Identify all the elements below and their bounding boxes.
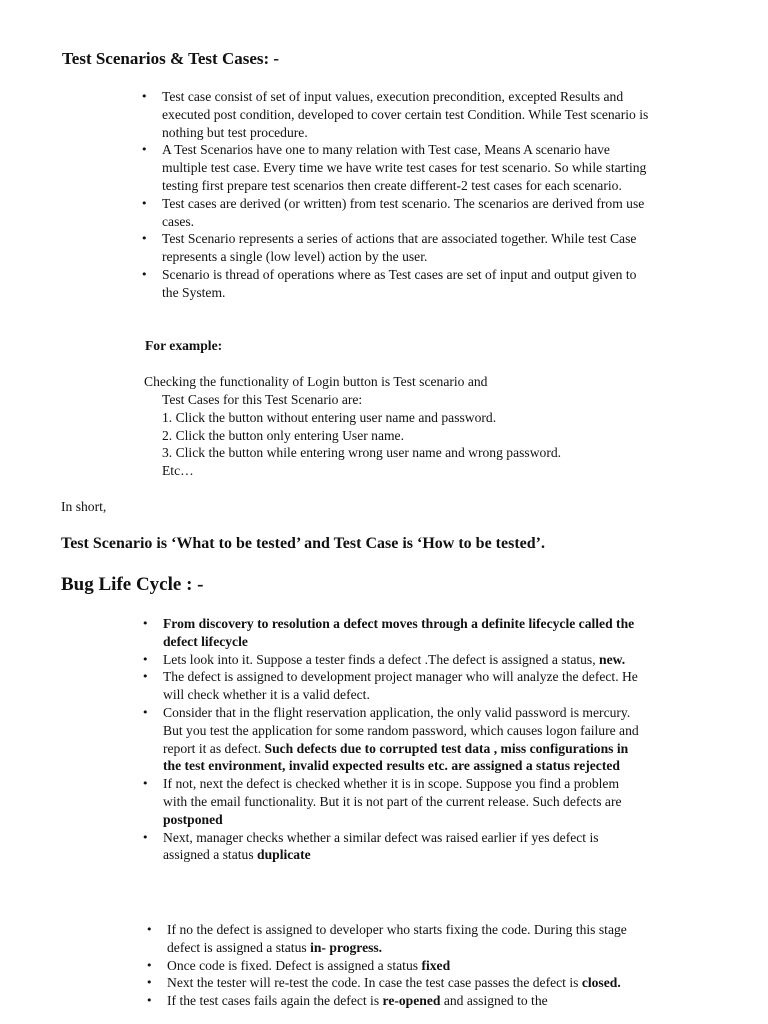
example-lines [162, 391, 722, 480]
section-heading-bug-life-cycle: Bug Life Cycle : - [61, 574, 204, 595]
list-item: • Test cases are derived (or written) from test scenario. The scenarios are derived from use cases. [162, 195, 656, 231]
list-item: • If the test cases fails again the defect is re-opened and assigned to the [167, 992, 645, 1010]
list-item: • Test Scenario represents a series of actions that are associated together. While test Case represents a single (low level) action by the user. [162, 230, 656, 266]
list-item: • Once code is fixed. Defect is assigned a status fixed [167, 957, 645, 975]
list-item: • Lets look into it. Suppose a tester finds a defect .The defect is assigned a status, new. [163, 651, 645, 669]
list-item: • The defect is assigned to development project manager who will analyze the defect. He will check whether it is a valid defect. [163, 668, 645, 704]
example-line: 3. Click the button while entering wrong user name and wrong password. [162, 445, 562, 461]
list-item: • If not, next the defect is checked whether it is in scope. Suppose you find a problem with the email functionality. But it is not part of the current release. Such defects are postponed [163, 775, 645, 828]
summary-statement: Test Scenario is ‘What to be tested’ and Test Case is ‘How to be tested’. [61, 535, 545, 552]
example-label: For example: [145, 338, 223, 353]
test-scenarios-bullet-list [162, 88, 656, 302]
list-item: • Test case consist of set of input values, execution precondition, excepted Results and executed post condition, developed to cover certain test Condition. While Test scenario is nothing but test procedure. [162, 88, 656, 141]
list-item: • A Test Scenarios have one to many relation with Test case, Means A scenario have multiple test case. Every time we have write test cases for test scenario. So while starting testing first prepare test scenarios then create different-2 test cases for each scenario. [162, 141, 656, 194]
list-item: • Scenario is thread of operations where as Test cases are set of input and output given to the System. [162, 266, 656, 302]
example-line: 2. Click the button only entering User name. [162, 427, 404, 443]
example-intro: Checking the functionality of Login button is Test scenario and [144, 374, 488, 389]
list-item: • Next, manager checks whether a similar defect was raised earlier if yes defect is assigned a status duplicate [163, 829, 645, 865]
in-short-text: In short, [61, 499, 107, 514]
section-heading-test-scenarios: Test Scenarios & Test Cases: - [62, 49, 280, 68]
bug-life-cycle-bullet-list-2 [167, 921, 645, 1010]
example-line: Test Cases for this Test Scenario are: [162, 392, 363, 407]
list-item: • If no the defect is assigned to developer who starts fixing the code. During this stage defect is assigned a status in- progress. [167, 921, 645, 957]
example-line: 1. Click the button without entering user name and password. [162, 409, 497, 425]
example-line: Etc… [162, 463, 194, 479]
list-item: • Next the tester will re-test the code. In case the test case passes the defect is closed. [167, 974, 645, 992]
list-item: • Consider that in the flight reservation application, the only valid password is mercury. But you test the application for some random password, which causes logon failure and report it as defect. Such defects due to corrupted test data , miss configurations in the test environment, invalid expected results etc. are assigned a status rejected [163, 704, 645, 775]
list-item: • From discovery to resolution a defect moves through a definite lifecycle called the defect lifecycle [163, 615, 645, 651]
bug-life-cycle-bullet-list [163, 615, 645, 864]
